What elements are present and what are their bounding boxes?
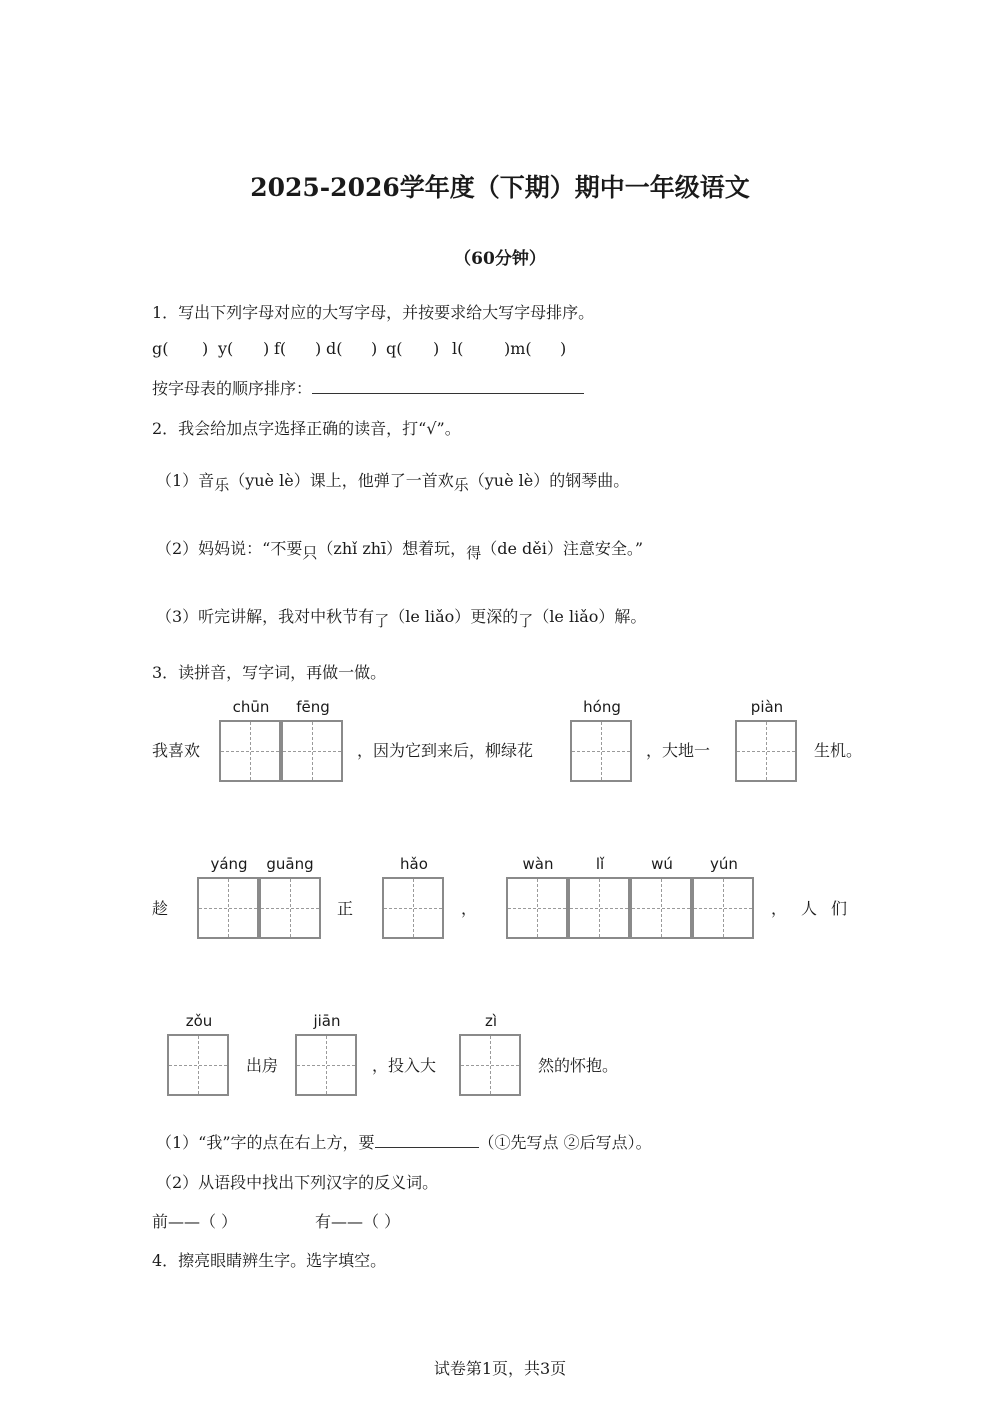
pinyin-label: wú	[651, 855, 673, 873]
page-title: 2025-2026学年度（下期）期中一年级语文	[250, 173, 750, 202]
closer: )	[315, 339, 322, 358]
q2-item-text: （1）音	[156, 471, 215, 490]
q3-text: ，大地一	[646, 741, 711, 760]
pinyin-label: hǎo	[400, 855, 428, 873]
pinyin-label: zì	[484, 1012, 498, 1030]
q3-text: ，	[771, 899, 788, 918]
q3-text: ，因为它到来后，柳绿花	[357, 741, 534, 760]
dotted-char: 乐	[214, 476, 230, 494]
writing-box[interactable]	[692, 877, 754, 939]
q3-sub1-text: （1）“我”字的点在右上方，要	[156, 1133, 375, 1152]
q1-order-row	[152, 376, 584, 399]
q3-sub2: （2）从语段中找出下列汉字的反义词。	[156, 1173, 439, 1192]
q2-stem: 2．我会给加点字选择正确的读音，打“√”。	[152, 419, 461, 438]
page-subtitle: （60分钟）	[454, 249, 546, 269]
q3-sub1-options: （①先写点 ②后写点）。	[478, 1133, 652, 1152]
pinyin-label: zǒu	[185, 1012, 213, 1030]
q2-item-text[interactable]: （zhǐ zhī）想着玩，	[317, 539, 467, 558]
writing-box[interactable]	[459, 1034, 521, 1096]
dotted-char: 了	[518, 612, 534, 630]
letter-q: q(	[386, 339, 403, 358]
q2-item-text: （3）听完讲解，我对中秋节有	[156, 607, 375, 626]
pinyin-label: piàn	[750, 698, 784, 716]
letter-m: )m(	[504, 339, 532, 358]
q3-text: ，投入大	[372, 1056, 437, 1075]
writing-box[interactable]	[219, 720, 281, 782]
dotted-char: 只	[302, 544, 318, 562]
q2-item-text[interactable]: （yuè lè）课上，他弹了一首欢	[229, 471, 454, 490]
q4-stem: 4．擦亮眼睛辨生字。选字填空。	[152, 1251, 387, 1270]
writing-box[interactable]	[295, 1034, 357, 1096]
pinyin-label: chūn	[232, 698, 270, 716]
pinyin-label: hóng	[583, 698, 621, 716]
q1-stem: 1．写出下列字母对应的大写字母，并按要求给大写字母排序。	[152, 303, 595, 322]
writing-box[interactable]	[506, 877, 568, 939]
q2-item-text[interactable]: （yuè lè）的钢琴曲。	[468, 471, 630, 490]
q2-item-text: （2）妈妈说：“不要	[156, 539, 303, 558]
pinyin-label: wàn	[522, 855, 554, 873]
q3-text: 然的怀抱。	[538, 1056, 619, 1075]
writing-box[interactable]	[570, 720, 632, 782]
closer: )	[202, 339, 209, 358]
letter-g: g(	[152, 339, 169, 358]
letter-d: d(	[326, 339, 343, 358]
closer: )	[263, 339, 270, 358]
q2-item-1	[156, 468, 630, 494]
writing-box[interactable]	[167, 1034, 229, 1096]
pinyin-label: guāng	[266, 855, 314, 873]
closer: )	[371, 339, 378, 358]
letter-y: y(	[218, 339, 234, 358]
writing-box[interactable]	[735, 720, 797, 782]
closer: )	[433, 339, 440, 358]
antonym-item[interactable]: 有——（ ）	[315, 1212, 401, 1231]
q3-text: 们	[831, 899, 848, 918]
pinyin-label: yáng	[210, 855, 248, 873]
antonym-item[interactable]: 前——（ ）	[152, 1212, 238, 1231]
dotted-char: 了	[374, 612, 390, 630]
writing-box[interactable]	[197, 877, 259, 939]
q3-text: 出房	[246, 1056, 279, 1075]
order-answer-blank[interactable]	[312, 393, 584, 394]
q3-stem: 3．读拼音，写字词，再做一做。	[152, 663, 387, 682]
pinyin-label: jiān	[313, 1012, 341, 1030]
page-footer: 试卷第1页，共3页	[433, 1359, 567, 1378]
closer: )	[560, 339, 567, 358]
q3-text: 生机。	[814, 741, 863, 760]
order-label: 按字母表的顺序排序：	[152, 379, 313, 398]
q3-text: 趁	[152, 899, 169, 918]
q2-item-text[interactable]: （le liǎo）更深的	[389, 607, 519, 626]
writing-box[interactable]	[630, 877, 692, 939]
pinyin-label: fēng	[296, 698, 330, 716]
pinyin-label: yún	[710, 855, 738, 873]
letter-f: f(	[274, 339, 287, 358]
q3-text: 正	[337, 899, 354, 918]
writing-box[interactable]	[568, 877, 630, 939]
q3-text: 我喜欢	[152, 741, 201, 760]
q2-item-text[interactable]: （le liǎo）解。	[533, 607, 647, 626]
dotted-char: 得	[466, 544, 482, 562]
pinyin-label: lǐ	[595, 855, 605, 873]
q3-text: 人	[801, 899, 818, 918]
q3-sub1	[156, 1130, 652, 1153]
q2-item-text[interactable]: （de děi）注意安全。”	[481, 539, 644, 558]
letter-l: l(	[452, 339, 464, 358]
answer-blank[interactable]	[375, 1147, 479, 1148]
q2-item-3	[156, 604, 647, 630]
dotted-char: 乐	[453, 476, 469, 494]
q2-item-2	[156, 536, 644, 562]
writing-box[interactable]	[382, 877, 444, 939]
writing-box[interactable]	[259, 877, 321, 939]
writing-box[interactable]	[281, 720, 343, 782]
q3-text: ，	[461, 899, 478, 918]
